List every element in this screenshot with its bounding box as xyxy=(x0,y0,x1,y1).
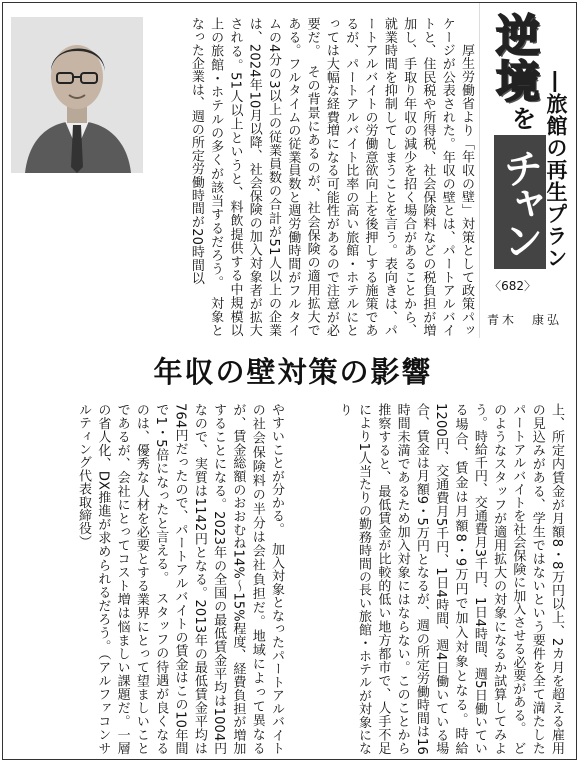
series-subtitle: ―旅館の再生プラン xyxy=(544,71,568,269)
series-title-char-1: 逆 xyxy=(496,11,540,62)
article-text-bottom-right: 上、所定内賃金が月額8・8万円以上、2カ月を超える雇用の見込みがある、学生ではないという要件を全て満たしたパートアルバイトを社会保険に加入させる必要がある。 どのようなスタッフが適用拡大の対象になるか試算してみよう。時給千円、交通費月3千円、1日4時間、週5日働いている場合、賃金は月額8・9万円で加入対象となる。時給1200円、交通費月5千円、1日4時間、週4日働いている場合、賃金は月額9・5万円となるが、週の所定労働時間は16時間未満であるため加入対象にはならない。このことから推察すると、最低賃金が比較的低い地方都市で、人手不足により1人当たりの勤務時間の長い旅館・ホテルが対象になり xyxy=(336,403,564,755)
series-title-box xyxy=(479,3,576,338)
newspaper-article xyxy=(2,2,577,760)
article-column-top xyxy=(36,17,476,337)
article-text-bottom-left: やすいことが分かる。 加入対象となったパートアルバイトの社会保険料の半分は会社負担だ。地域によって異なるが、賃金総額のおおむね14%～15%程度、経費負担が増加することになる。2023年の全国の最低賃金平均は1004円なので、実質は1142円となる。2013年の最低賃金平均は764円だったので、パートアルバイトの賃金はこの10年間で1・5倍になったと言える。 スタッフの待遇が良くなるのは、優秀な人材を必要とする業界にとって望ましいことであるが、会社にとってコスト増は悩ましい課題だ。一層の省人化、DX推進が求められるだろう。（アルファコンサルティング代表取締役） xyxy=(76,403,284,755)
series-number: 〈682〉 xyxy=(489,279,536,293)
series-title-char-2: 境 xyxy=(496,57,540,108)
article-column-bottom-right xyxy=(290,403,566,755)
series-title-char-3: を xyxy=(512,105,536,133)
series-title xyxy=(484,11,568,267)
series-title-box-text: チャン xyxy=(494,135,546,269)
article-text-top: 厚生労働省より「年収の壁」対策として政策パッケージが公表された。年収の壁とは、パートアルバイトと、住民税や所得税、社会保険料などの税負担が増加し、手取り年収の減少を招く場合があることから、就業時間を抑制してしまうことを言う。表向きは、パートアルバイトの労働意欲向上を後押しする施策であるが、パートアルバイト比率の高い旅館・ホテルにとっては大幅な経費増になる可能性があるので注意が必要だ。 その背景にあるのが、社会保険の適用拡大である。フルタイムの従業員数と週労働時間がフルタイムの4分の3以上の従業員数の合計が51人以上の企業は、2024年10月以降、社会保険の加入対象者が拡大される。51人以上というと、料飲提供する中規模以上の旅館・ホテルの多くが該当するだろう。 対象となった企業は、週の所定労働時間が20時間以 xyxy=(188,17,474,337)
headline: 年収の壁対策の影響 xyxy=(153,355,433,389)
author-name: 青木 康弘 xyxy=(486,313,562,327)
article-column-bottom-left xyxy=(11,403,286,755)
